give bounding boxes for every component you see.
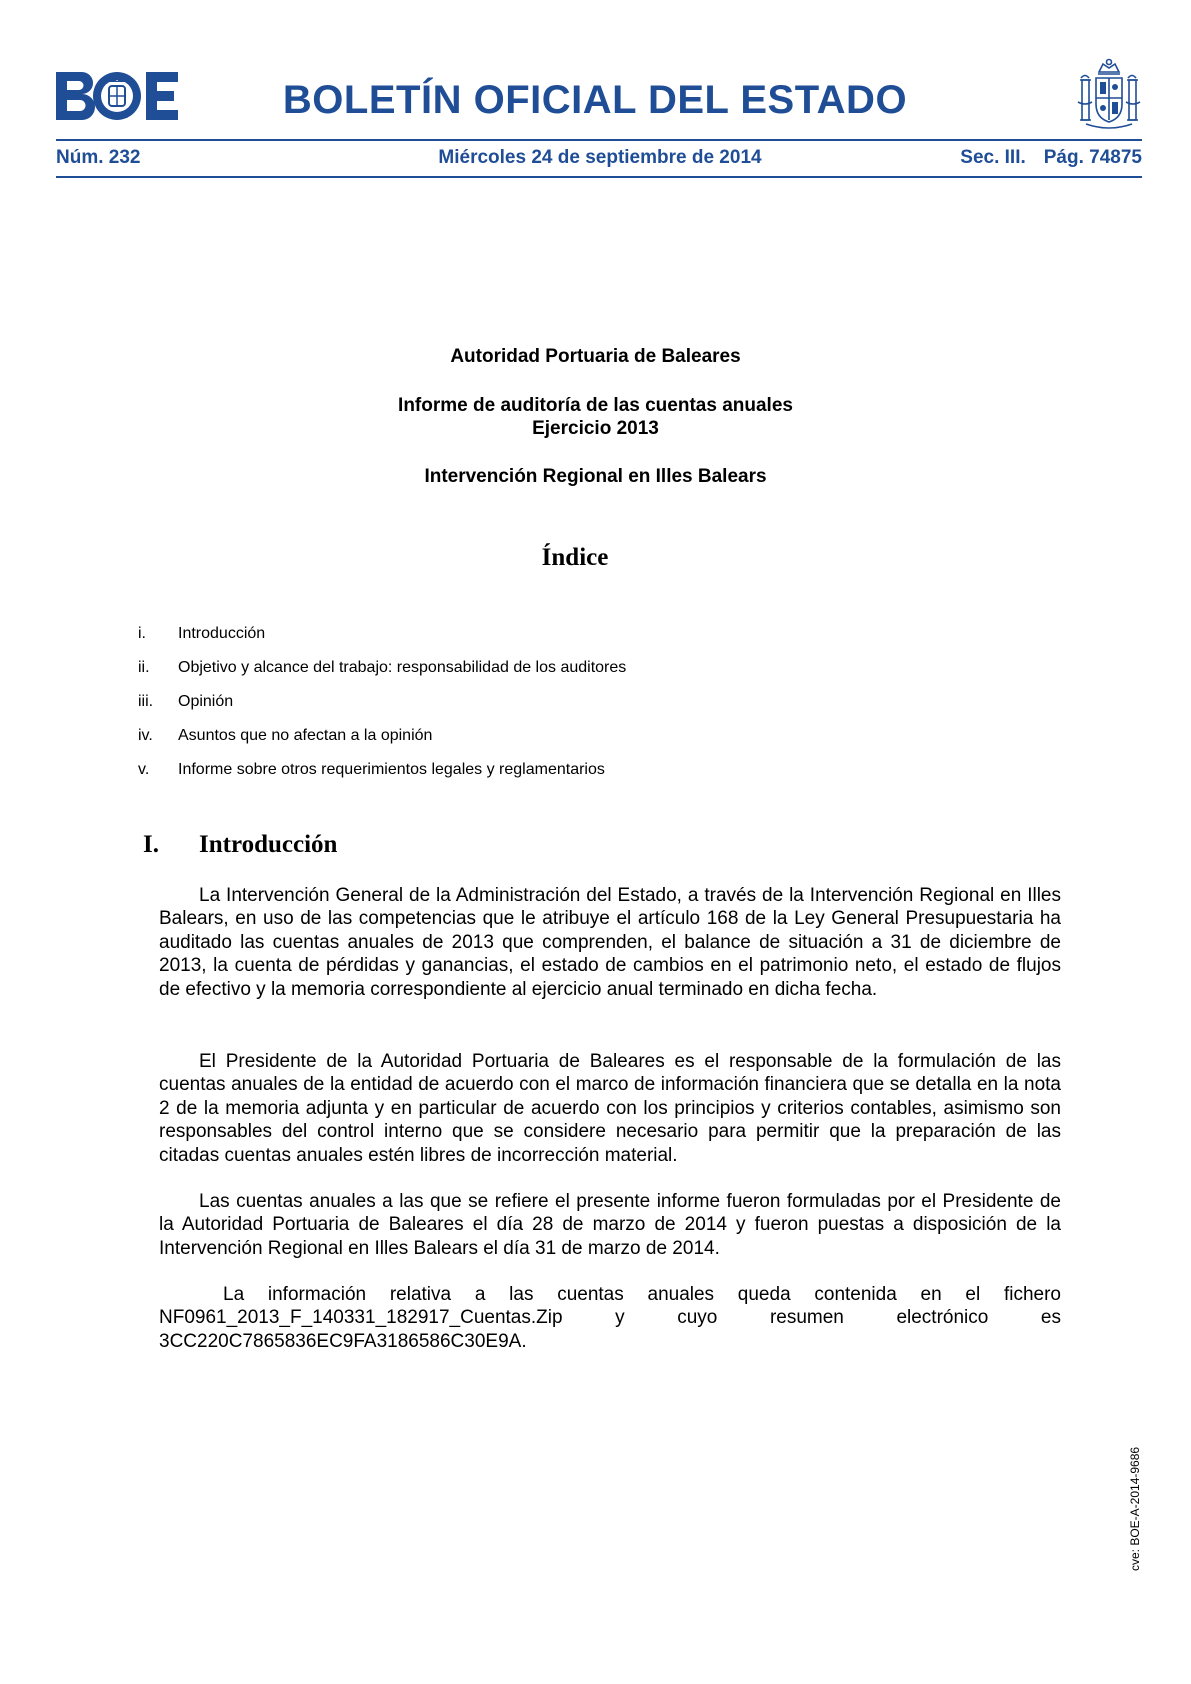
header-rule-bottom [56,176,1142,178]
boe-logo [56,72,178,120]
toc-item-number: iii. [138,693,154,710]
toc-item [138,726,626,760]
issue-date: Miércoles 24 de septiembre de 2014 [438,147,762,168]
section-label: Sec. III. [960,147,1026,168]
toc-item [138,760,626,794]
bulletin-title: BOLETÍN OFICIAL DEL ESTADO [282,78,908,122]
paragraph-audit-scope: La Intervención General de la Administración del Estado, a través de la Intervención Regional en Illes Balears, en uso de las competencias que le atribuye el artículo 168 de la Ley General Presupuestaria ha auditado las cuentas anuales de 2013 que comprenden, el balance de situación a 31 de diciembre de 2013, la cuenta de pérdidas y ganancias, el estado de cambios en el patrimonio neto, el estado de flujos de efectivo y la memoria correspondiente al ejercicio anual terminado en dicha fecha. [159,885,1061,1000]
toc-item [138,624,626,658]
coat-of-arms-of-spain-icon [1076,58,1142,132]
section-title: Introducción [199,831,338,858]
toc-item [138,658,626,692]
section-number: I. [143,831,159,858]
cve-identifier: cve: BOE-A-2014-9686 [1128,1446,1142,1571]
index-title: Índice [541,544,609,571]
toc-item-number: iv. [138,727,153,744]
section-and-page [960,146,1142,170]
issue-number: Núm. 232 [56,147,141,168]
toc-item-number: ii. [138,659,150,676]
page-number: Pág. 74875 [1043,147,1142,168]
paragraph-file-info: La información relativa a las cuentas anuales queda contenida en el fichero NF0961_2013_F_140331_182917_Cuentas.Zip y cuyo resumen electrónico es 3CC220C7865836EC9FA3186586C30E9A. [159,1284,1061,1352]
toc-item-number: i. [138,625,146,642]
paragraph-responsibility: El Presidente de la Autoridad Portuaria de Baleares es el responsable de la formulación de las cuentas anuales de la entidad de acuerdo con el marco de información financiera que se detalla en la nota 2 de la memoria adjunta y en particular de acuerdo con los principios y criterios contables, asimismo son responsables del control interno que se considere necesario para permitir que la preparación de las citadas cuentas anuales estén libres de incorrección material. [159,1051,1061,1166]
header-rule-top [56,139,1142,141]
toc-item [138,692,626,726]
organization-heading: Autoridad Portuaria de Baleares [450,346,741,367]
fiscal-year: Ejercicio 2013 [532,418,659,439]
toc-item-label: Asuntos que no afectan a la opinión [178,727,433,744]
toc-item-label: Informe sobre otros requerimientos legales y reglamentarios [178,761,605,778]
toc-item-label: Opinión [178,693,234,710]
toc-item-number: v. [138,761,150,778]
issuer-heading: Intervención Regional en Illes Balears [424,466,767,487]
section-heading-introduction [143,830,337,860]
toc-item-label: Objetivo y alcance del trabajo: responsabilidad de los auditores [178,659,627,676]
paragraph-formulation: Las cuentas anuales a las que se refiere el presente informe fueron formuladas por el Presidente de la Autoridad Portuaria de Baleares el día 28 de marzo de 2014 y fueron puestas a disposición de la Intervención Regional en Illes Balears el día 31 de marzo de 2014. [159,1191,1061,1259]
table-of-contents [138,624,626,794]
report-title: Informe de auditoría de las cuentas anuales [398,395,793,416]
toc-item-label: Introducción [178,625,266,642]
